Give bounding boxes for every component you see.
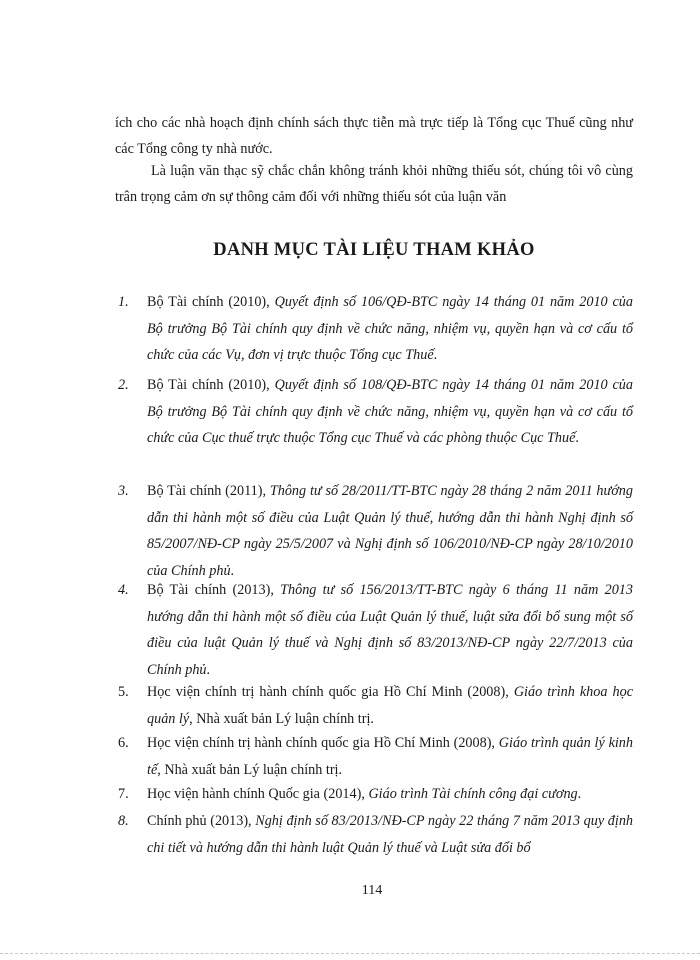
reference-text (147, 372, 633, 452)
reference-number: 5. (118, 684, 129, 700)
reference-text (147, 781, 633, 808)
reference-title: Nghị định số 83/2013/NĐ-CP ngày 22 tháng 7 năm 2013 quy định chi tiết và hướng dẫn thi hành luật Quản lý thuế và Luật sửa đổi bổ (147, 813, 634, 856)
reference-author: Chính phủ (2013), (147, 813, 256, 829)
reference-title: Giáo trình Tài chính công đại cương (368, 786, 578, 802)
reference-author: Học viện chính trị hành chính quốc gia Hồ Chí Minh (2008), (147, 735, 499, 751)
page-number: 114 (361, 883, 383, 898)
reference-title: Thông tư số 156/2013/TT-BTC ngày 6 tháng 11 năm 2013 hướng dẫn thi hành một số điều của Luật Quản lý thuế, luật sửa đổi bổ sung một số điều của luật Quản lý thuế và Nghị định số 83/2013/NĐ-CP ngày 22/7/2013 của Chính phủ (147, 582, 633, 678)
reference-text (147, 808, 633, 861)
reference-rest: . (433, 347, 438, 363)
reference-text (147, 289, 633, 369)
reference-author: Học viện hành chính Quốc gia (2014), (147, 786, 369, 802)
reference-title: Thông tư số 28/2011/TT-BTC ngày 28 tháng 2 năm 2011 hướng dẫn thi hành một số điều của Luật Quản lý thuế, hướng dẫn thi hành Nghị định số 85/2007/NĐ-CP ngày 25/5/2007 và Nghị định số 106/2010/NĐ-CP ngày 28/10/2010 của Chính phủ (147, 483, 633, 579)
reference-rest: . (575, 430, 579, 446)
reference-number: 1. (118, 294, 129, 310)
reference-author: Bộ Tài chính (2010), (147, 294, 275, 310)
reference-rest: , Nhà xuất bản Lý luận chính trị. (157, 761, 343, 778)
reference-rest: , Nhà xuất bản Lý luận chính trị. (189, 710, 374, 727)
reference-title: Giáo trình khoa học quản lý (147, 684, 634, 727)
reference-number: 2. (118, 377, 129, 393)
reference-text (147, 478, 633, 584)
reference-number: 6. (118, 735, 129, 751)
reference-author: Bộ Tài chính (2011), (147, 483, 270, 499)
reference-title: Quyết định số 108/QĐ-BTC ngày 14 tháng 01 năm 2010 của Bộ trưởng Bộ Tài chính quy định về chức năng, nhiệm vụ, quyền hạn và cơ cấu tổ chức của Cục thuế trực thuộc Tổng cục Thuế và các phòng thuộc Cục Thuế (147, 377, 633, 446)
reference-author: Học viện chính trị hành chính quốc gia Hồ Chí Minh (2008), (147, 684, 514, 700)
intro-paragraph-2: Là luận văn thạc sỹ chắc chắn không tránh khỏi những thiếu sót, chúng tôi vô cùng trân trọng cảm ơn sự thông cảm đối với những thiếu sót của luận văn (115, 163, 633, 205)
references-heading: DANH MỤC TÀI LIỆU THAM KHẢO (213, 240, 535, 260)
page-bottom-edge (0, 953, 700, 954)
reference-number: 4. (118, 582, 129, 598)
reference-text (147, 577, 633, 683)
reference-rest: . (230, 562, 235, 579)
reference-rest: . (206, 661, 211, 678)
intro-paragraph-1: ích cho các nhà hoạch định chính sách thực tiễn mà trực tiếp là Tổng cục Thuế cũng như các Tổng công ty nhà nước. (115, 115, 633, 157)
reference-author: Bộ Tài chính (2010), (147, 377, 275, 393)
reference-text (147, 679, 633, 732)
reference-author: Bộ Tài chính (2013), (147, 582, 281, 598)
reference-title: Giáo trình quản lý kinh tế (147, 735, 633, 778)
reference-number: 8. (118, 813, 129, 829)
reference-number: 7. (118, 786, 129, 802)
reference-rest: . (577, 786, 582, 802)
reference-title: Quyết định số 106/QĐ-BTC ngày 14 tháng 01 năm 2010 của Bộ trưởng Bộ Tài chính quy định về chức năng, nhiệm vụ, quyền hạn và cơ cấu tổ chức của các Vụ, đơn vị trực thuộc Tổng cục Thuế (147, 294, 633, 363)
reference-text (147, 730, 633, 783)
reference-number: 3. (118, 483, 129, 499)
